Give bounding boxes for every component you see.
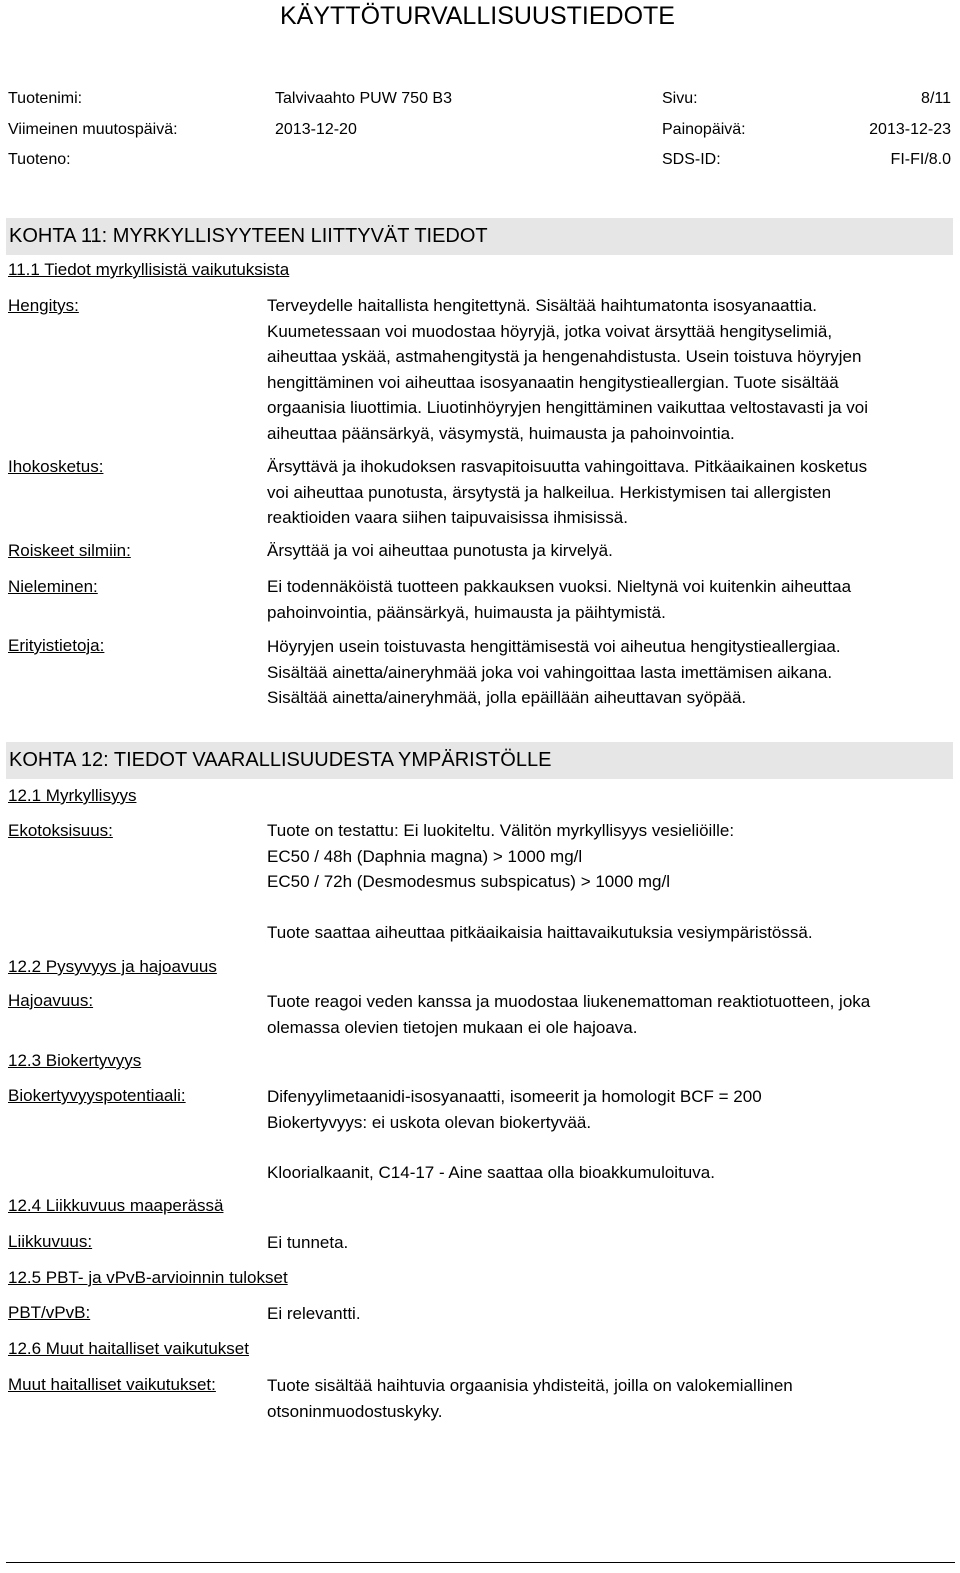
degradability-text: Tuote reagoi veden kanssa ja muodostaa liukenemattoman reaktiotuotteen, joka olemassa olevien tietojen mukaan ei ole hajoava. [267,992,871,1037]
subsection-12-6-heading: 12.6 Muut haitalliset vaikutukset [8,1339,249,1358]
pbt-label: PBT/vPvB: [8,1303,91,1322]
other-effects-text: Tuote sisältää haihtuvia orgaanisia yhdisteitä, joilla on valokemiallinen otsoninmuodostuskyky. [267,1376,793,1421]
section-12-title: KOHTA 12: TIEDOT VAARALLISUUDESTA YMPÄRISTÖLLE [9,749,552,771]
aquatic-effects-note: Tuote saattaa aiheuttaa pitkäaikaisia haittavaikutuksia vesiympäristössä. [267,923,813,942]
print-date: 2013-12-23 [869,121,951,138]
section-11-title: KOHTA 11: MYRKYLLISYYTEEN LIITTYVÄT TIEDOT [9,225,488,247]
bioaccumulation-label: Biokertyvyyspotentiaali: [8,1086,186,1105]
bioaccumulation-note: Kloorialkaanit, C14-17 - Aine saattaa olla bioakkumuloituva. [267,1163,715,1182]
special-info-text: Höyryjen usein toistuvasta hengittämisestä voi aiheutua hengitystieallergiaa. Sisältää ainetta/aineryhmää joka voi vahingoittaa lasta imettämisen aikana. Sisältää ainetta/aineryhmää, jolla epäillään aiheuttavan syöpää. [267,637,841,707]
document-title: KÄYTTÖTURVALLISUUSTIEDOTE [280,2,675,30]
sds-id: FI-FI/8.0 [890,151,951,168]
skin-contact-text: Ärsyttävä ja ihokudoksen rasvapitoisuutta vahingoittava. Pitkäaikainen kosketus voi aiheuttaa punotusta, ärsytystä ja halkeilua. Herkistymisen tai allergisten reaktioiden vaara siihen taipuvaisissa ihmisissä. [267,457,868,527]
inhalation-text: Terveydelle haitallista hengitettynä. Sisältää haihtumatonta isosyanaattia. Kuumetessaan voi muodostaa höyryjä, jotka voivat ärsyttää hengityselimiä, aiheuttaa yskää, astmahengitystä ja hengenahdistusta. Usein toistuva höyryjen hengittäminen voi aiheuttaa isosyanaatin hengitystieallergian. Tuote sisältää orgaanisia liuottimia. Liuotinhöyryjen hengittäminen vaikuttaa veltostavasti ja voi aiheuttaa päänsärkyä, väsymystä, huimausta ja pahoinvointia. [267,296,869,443]
subsection-12-2-heading: 12.2 Pysyvyys ja hajoavuus [8,957,217,976]
subsection-12-1-heading: 12.1 Myrkyllisyys [8,786,137,805]
other-effects-label: Muut haitalliset vaikutukset: [8,1375,216,1394]
mobility-value: Ei tunneta. [267,1233,349,1252]
page-number: 8/11 [921,90,951,107]
last-modified-date: 2013-12-20 [275,121,357,138]
product-no-label: Tuoteno: [8,151,71,168]
bioaccumulation-text: Difenyylimetaanidi-isosyanaatti, isomeerit ja homologit BCF = 200 Biokertyvyys: ei uskota olevan biokertyvää. [267,1087,762,1132]
skin-contact-label: Ihokosketus: [8,457,104,476]
footer-divider [6,1562,955,1563]
special-info-label: Erityistietoja: [8,636,105,655]
page-label: Sivu: [662,90,698,107]
product-name-label: Tuotenimi: [8,90,83,107]
pbt-value: Ei relevantti. [267,1304,361,1323]
section-11-header [6,218,953,255]
ingestion-label: Nieleminen: [8,577,98,596]
product-name: Talvivaahto PUW 750 B3 [275,90,452,107]
last-modified-label: Viimeinen muutospäivä: [8,121,178,138]
section-12-header [6,742,953,779]
ingestion-text: Ei todennäköistä tuotteen pakkauksen vuoksi. Nieltynä voi kuitenkin aiheuttaa pahoinvointia, päänsärkyä, huimausta ja päihtymistä. [267,577,852,622]
eye-contact-label: Roiskeet silmiin: [8,541,131,560]
ecotoxicity-text: Tuote on testattu: Ei luokiteltu. Välitön myrkyllisyys vesieliöille: EC50 / 48h (Daphnia magna) > 1000 mg/l EC50 / 72h (Desmodesmus subspicatus) > 1000 mg/l [267,821,735,891]
subsection-11-1-heading: 11.1 Tiedot myrkyllisistä vaikutuksista [8,260,290,279]
inhalation-label: Hengitys: [8,296,79,315]
subsection-12-3-heading: 12.3 Biokertyvyys [8,1051,142,1070]
subsection-12-4-heading: 12.4 Liikkuvuus maaperässä [8,1196,224,1215]
subsection-12-5-heading: 12.5 PBT- ja vPvB-arvioinnin tulokset [8,1268,288,1287]
eye-contact-text: Ärsyttää ja voi aiheuttaa punotusta ja kirvelyä. [267,541,613,560]
sds-id-label: SDS-ID: [662,151,721,168]
print-date-label: Painopäivä: [662,121,746,138]
ecotoxicity-label: Ekotoksisuus: [8,821,113,840]
mobility-label: Liikkuvuus: [8,1232,93,1251]
degradability-label: Hajoavuus: [8,991,94,1010]
